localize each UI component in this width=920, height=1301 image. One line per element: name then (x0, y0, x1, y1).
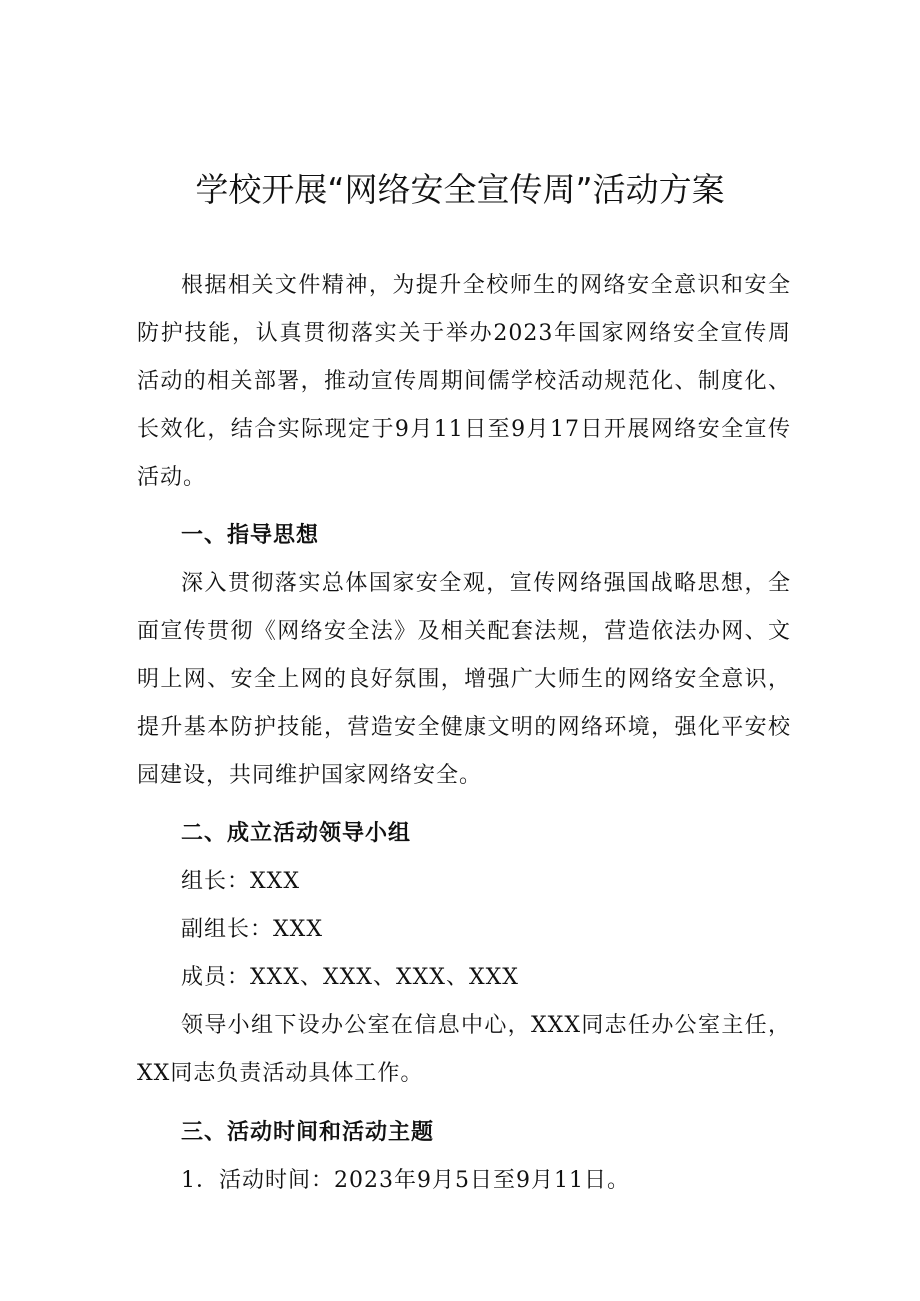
members-line: 成员：XXX、XXX、XXX、XXX (181, 965, 519, 990)
section-heading-guiding-thought: 一、指导思想 (181, 523, 320, 548)
document-body (137, 262, 791, 1205)
section-heading-time-and-theme: 三、活动时间和活动主题 (181, 1120, 435, 1145)
document-title: 学校开展“网络安全宣传周”活动方案 (195, 170, 725, 209)
deputy-leader-line: 副组长：XXX (181, 917, 323, 942)
intro-paragraph: 根据相关文件精神，为提升全校师生的网络安全意识和安全防护技能，认真贯彻落实关于举办2023年国家网络安全宣传周活动的相关部署，推动宣传周期间儒学校活动规范化、制度化、长效化，结合实际现定于9月11日至9月17日开展网络安全宣传活动。 (137, 273, 791, 490)
section-heading-leadership-group: 二、成立活动领导小组 (181, 821, 412, 846)
activity-time-line: 1．活动时间：2023年9月5日至9月11日。 (181, 1168, 630, 1193)
office-paragraph: 领导小组下设办公室在信息中心，XXX同志任办公室主任，XX同志负责活动具体工作。 (137, 1013, 791, 1086)
group-leader-line: 组长：XXX (181, 869, 300, 894)
guiding-thought-paragraph: 深入贯彻落实总体国家安全观，宣传网络强国战略思想，全面宣传贯彻《网络安全法》及相关配套法规，营造依法办网、文明上网、安全上网的良好氛围，增强广大师生的网络安全意识，提升基本防护技能，营造安全健康文明的网络环境，强化平安校园建设，共同维护国家网络安全。 (137, 571, 791, 788)
